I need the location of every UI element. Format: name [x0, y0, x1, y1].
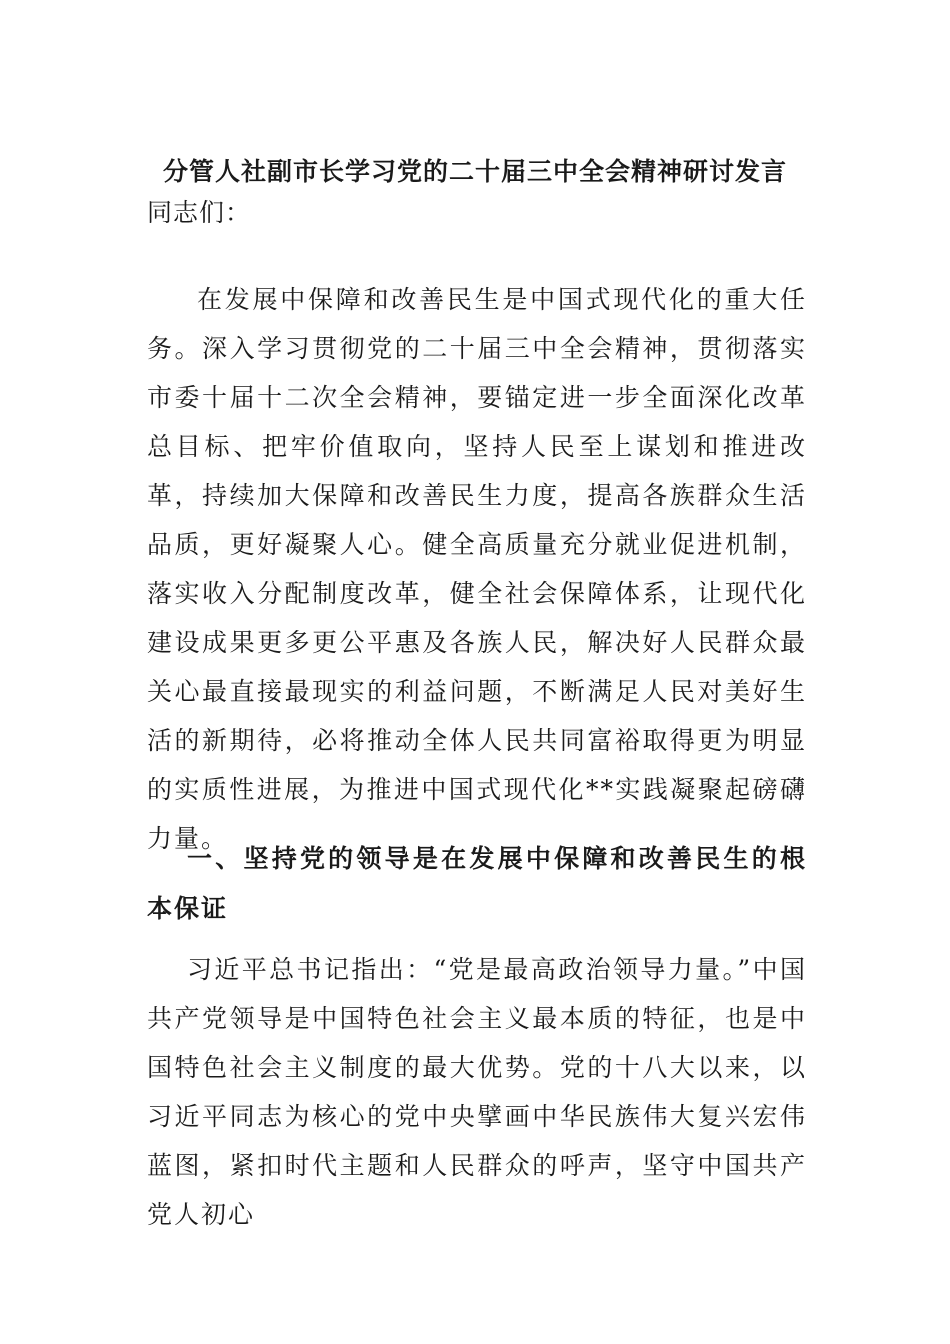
salutation: 同志们： — [147, 198, 252, 227]
document-title: 分管人社副市长学习党的二十届三中全会精神研讨发言 — [162, 157, 787, 186]
paragraph-intro: 在发展中保障和改善民生是中国式现代化的重大任务。深入学习贯彻党的二十届三中全会精神，贯彻落实市委十届十二次全会精神，要锚定进一步全面深化改革总目标、把牢价值取向，坚持人民至上谋划和推进改革，持续加大保障和改善民生力度，提高各族群众生活品质，更好凝聚人心。健全高质量充分就业促进机制，落实收入分配制度改革，健全社会保障体系，让现代化建设成果更多更公平惠及各族人民，解决好人民群众最关心最直接最现实的利益问题，不断满足人民对美好生活的新期待，必将推动全体人民共同富裕取得更为明显的实质性进展，为推进中国式现代化**实践凝聚起磅礴力量。 — [147, 285, 807, 853]
paragraph-section-1: 习近平总书记指出：“党是最高政治领导力量。”中国共产党领导是中国特色社会主义最本质的特征，也是中国特色社会主义制度的最大优势。党的十八大以来，以习近平同志为核心的党中央擘画中华民族伟大复兴宏伟蓝图，紧扣时代主题和人民群众的呼声，坚守中国共产党人初心 — [147, 955, 807, 1229]
section-heading-1: 一、坚持党的领导是在发展中保障和改善民生的根本保证 — [147, 844, 807, 923]
